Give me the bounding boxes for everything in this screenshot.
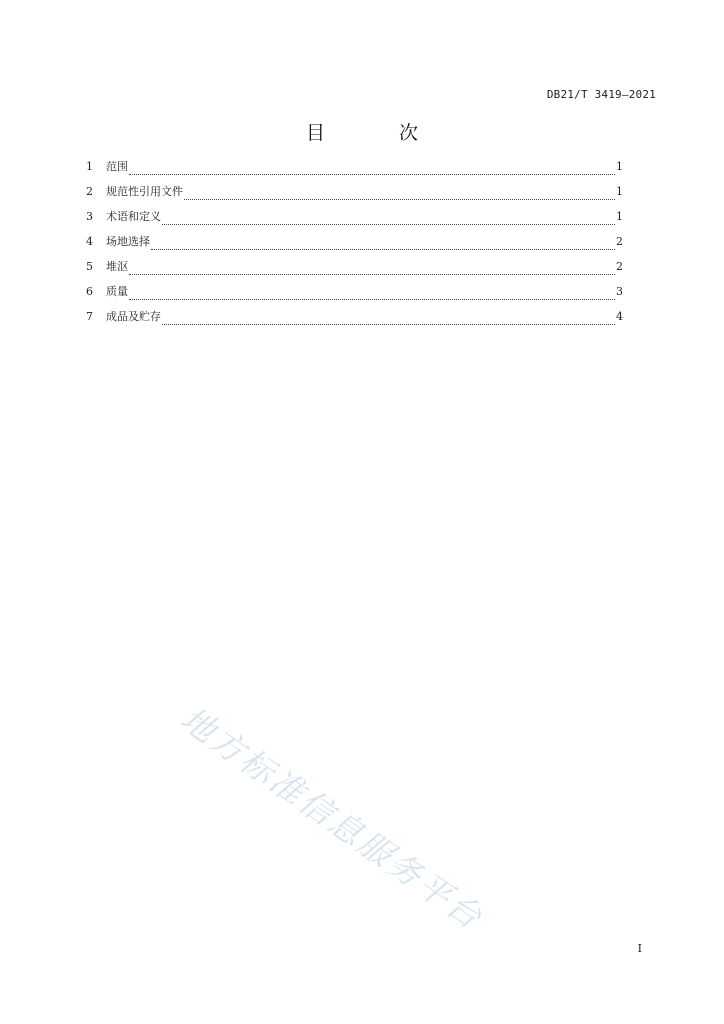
toc-entry-number: 7 (86, 310, 93, 323)
toc-entry-page: 2 (616, 235, 623, 248)
toc-entry-number: 1 (86, 160, 93, 173)
toc-entry-label: 规范性引用文件 (106, 185, 183, 198)
toc-entry-label: 成品及贮存 (106, 310, 161, 323)
toc-entry-page: 1 (616, 160, 623, 173)
toc-entry-page: 3 (616, 285, 623, 298)
toc-entry-number: 4 (86, 235, 93, 248)
toc-entry-label: 范围 (106, 160, 128, 173)
toc-entry-label: 术语和定义 (106, 210, 161, 223)
toc-entry-number: 2 (86, 185, 93, 198)
toc-entry-number: 3 (86, 210, 93, 223)
toc-entry-page: 1 (616, 210, 623, 223)
toc-dot-leader (129, 299, 615, 300)
toc-entry-label: 堆沤 (106, 260, 128, 273)
toc-entry[interactable] (86, 208, 623, 233)
toc-title: 目 次 (305, 122, 453, 144)
toc-entry[interactable] (86, 258, 623, 283)
toc-entry-number: 5 (86, 260, 93, 273)
toc-entry-label: 场地选择 (106, 235, 150, 248)
toc-entry-page: 1 (616, 185, 623, 198)
toc-list (86, 158, 623, 333)
toc-entry[interactable] (86, 183, 623, 208)
toc-entry-label: 质量 (106, 285, 128, 298)
toc-entry-number: 6 (86, 285, 93, 298)
footer-page-number: I (637, 942, 642, 955)
toc-dot-leader (129, 274, 615, 275)
toc-entry[interactable] (86, 283, 623, 308)
toc-entry-page: 2 (616, 260, 623, 273)
toc-entry[interactable] (86, 158, 623, 183)
toc-dot-leader (162, 224, 615, 225)
toc-dot-leader (162, 324, 615, 325)
toc-dot-leader (129, 174, 615, 175)
toc-entry[interactable] (86, 233, 623, 258)
toc-dot-leader (151, 249, 615, 250)
watermark: 地方标准信息服务平台 (173, 699, 491, 938)
toc-dot-leader (184, 199, 615, 200)
toc-entry-page: 4 (616, 310, 623, 323)
standard-code: DB21/T 3419—2021 (546, 88, 656, 101)
toc-entry[interactable] (86, 308, 623, 333)
